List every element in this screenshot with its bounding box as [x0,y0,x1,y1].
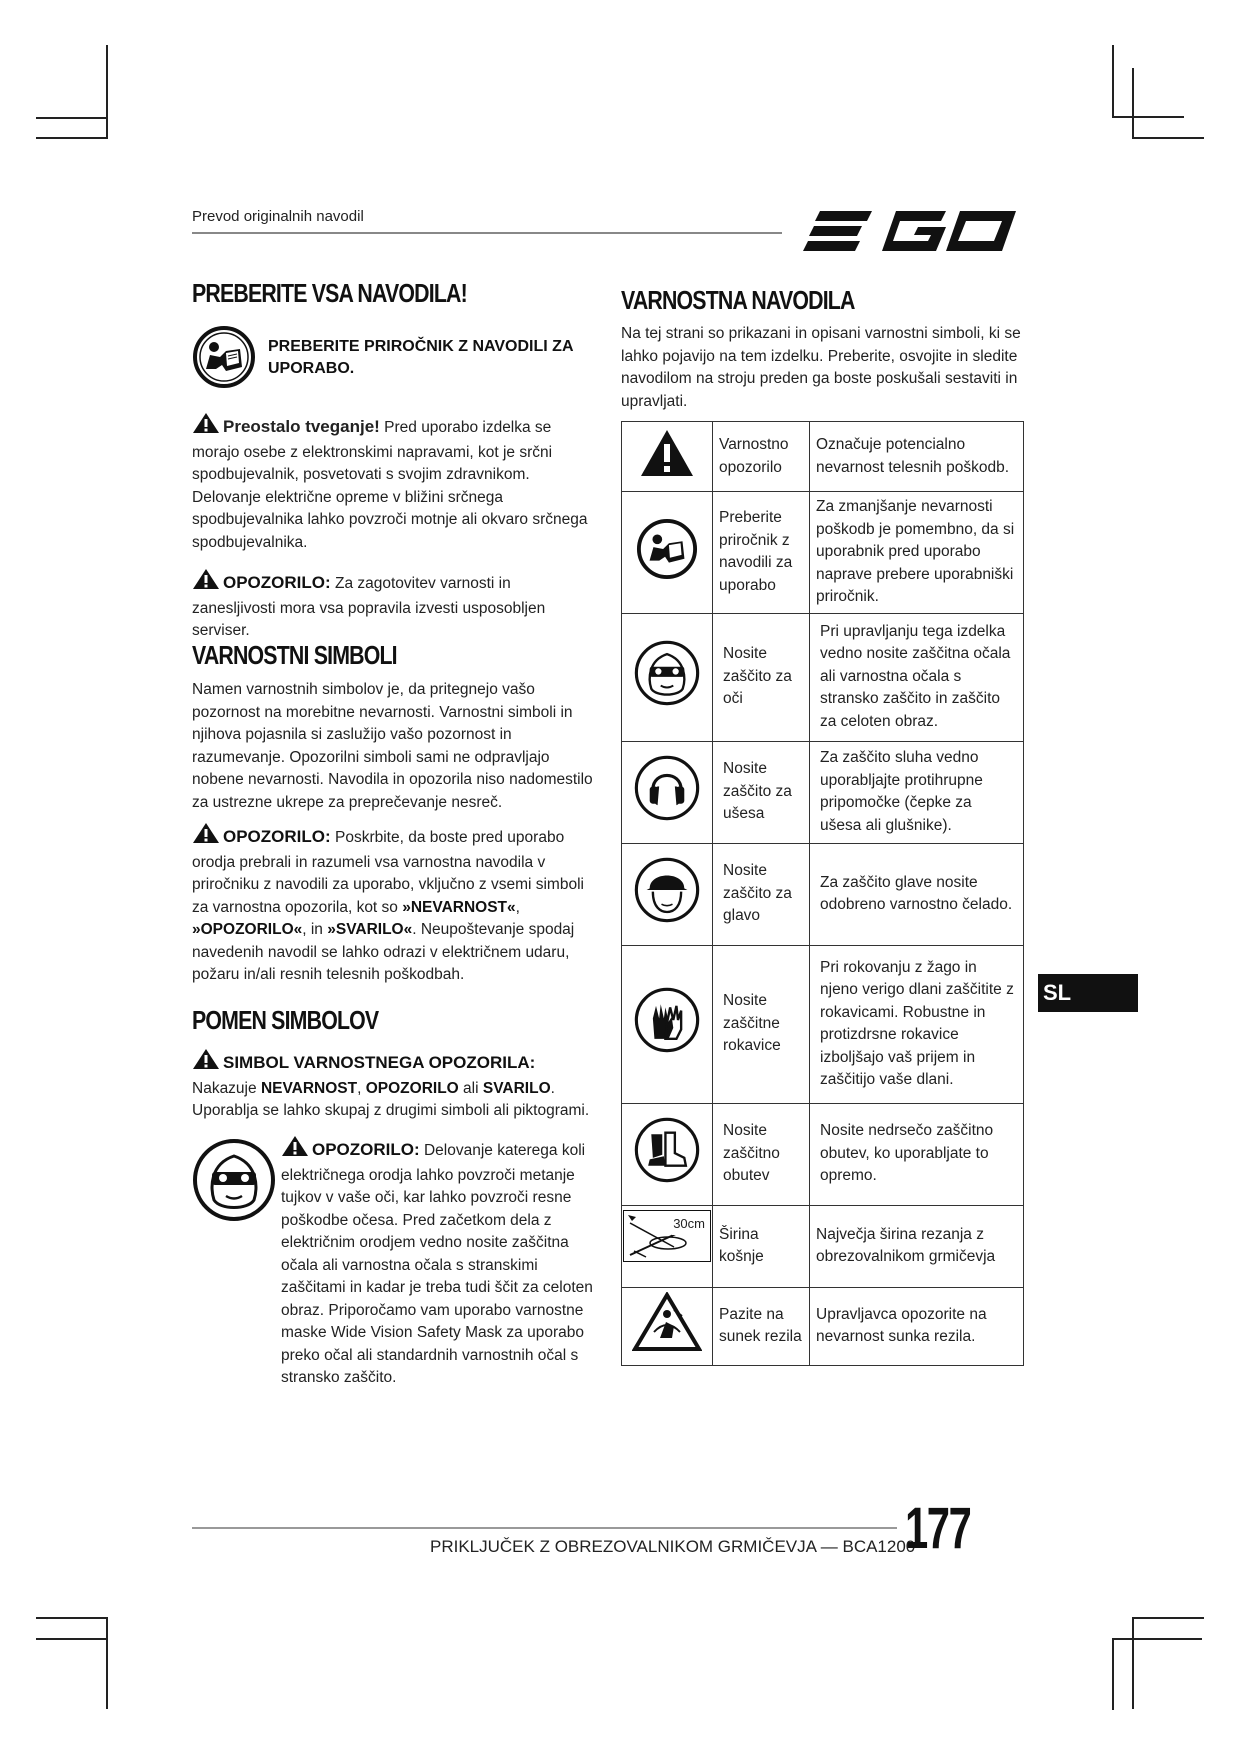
table-row [622,422,1024,492]
read-manual-icon [192,325,256,394]
symbol-cell [622,613,713,741]
warning-lead: OPOZORILO: [223,573,331,592]
warning-repairs [192,568,597,643]
table-row [622,1205,1024,1287]
logo-text: EGO [800,205,803,206]
symbol-name: Varnostno opozorilo [713,422,810,492]
cutting-width-icon [623,1210,711,1262]
symbol-description: Pri rokovanju z žago in njeno verigo dlani zaščitite z rokavicami. Robustne in protizdrsne rokavice izboljšajo vaš prijem in zaščitijo vaše dlani. [810,945,1024,1103]
symbol-name: Nosite zaščito za oči [713,613,810,741]
table-row [622,945,1024,1103]
symbol-description: Za zaščito sluha vedno uporabljajte protihrupne pripomočke (čepke za ušesa ali glušnike). [810,741,1024,843]
warning-repairs-text: Za zagotovitev varnosti in zanesljivosti mora vsa popravila izvesti usposobljen serviser. [192,575,546,639]
table-row [622,1103,1024,1205]
crop-mark [1112,116,1184,118]
term-warning: »OPOZORILO« [192,921,303,938]
symbol-cell [622,422,713,492]
separator: , in [302,921,323,938]
heading-symbol-meaning: POMEN SIMBOLOV [192,1005,379,1035]
read-manual-label: PREBERITE PRIROČNIK Z NAVODILI ZA UPORABO. [268,338,573,377]
cutting-width-label: 30cm [672,1213,706,1236]
symbol-name: Nosite zaščito za glavo [713,843,810,945]
heading-safety-instructions: VARNOSTNA NAVODILA [621,285,855,315]
crop-mark [1112,45,1114,117]
warning-triangle-icon [192,1048,220,1078]
warning-triangle-icon [639,465,695,482]
residual-risk-paragraph [192,412,592,554]
crop-mark [36,117,108,119]
table-row [622,613,1024,741]
eye-protection-icon [634,693,700,710]
warning-read-instructions [192,822,597,987]
symbol-cell [622,843,713,945]
crop-mark [36,137,108,139]
symbol-cell [622,741,713,843]
term-danger: »NEVARNOST« [402,898,516,916]
language-tab: SL [1038,974,1138,1012]
alert-lead: SIMBOL VARNOSTNEGA OPOZORILA: [223,1053,536,1072]
symbol-name: Nosite zaščito za ušesa [713,741,810,843]
symbol-cell [622,1287,713,1365]
warning-triangle-icon [281,1135,309,1165]
symbol-cell [622,1103,713,1205]
separator: , [515,898,520,916]
crop-mark [1112,1638,1202,1640]
crop-mark [106,1617,108,1709]
term-danger: NEVARNOST [260,1079,358,1097]
heading-read-all: PREBERITE VSA NAVODILA! [192,278,467,308]
symbol-name: Širina košnje [713,1205,810,1287]
crop-mark [36,1638,108,1640]
crop-mark [106,45,108,137]
warning-text: Poskrbite, da boste pred uporabo orodja prebrali in razumeli vsa varnostna navodila v priročniku z navodili za uporabo, vključno z vsemi simboli za varnostna opozorila, kot so [192,829,584,916]
crop-mark [1112,1638,1114,1710]
warning-triangle-icon [192,822,220,852]
crop-mark [1132,1617,1134,1709]
separator: ali [463,1079,479,1097]
symbol-description: Za zmanjšanje nevarnosti poškodb je pomembno, da si uporabnik pred uporabo naprave prebere uporabniški priročnik. [810,492,1024,614]
warning-lead: OPOZORILO: [312,1140,420,1159]
warning-eye-protection [281,1135,601,1390]
symbol-cell [622,492,713,614]
symbol-description: Označuje potencialno nevarnost telesnih poškodb. [810,422,1024,492]
symbol-description: Največja širina rezanja z obrezovalnikom grmičevja [810,1205,1024,1287]
page-number: 177 [905,1496,971,1561]
warning-triangle-icon [192,412,220,442]
heading-safety-symbols: VARNOSTNI SIMBOLI [192,640,397,670]
term-warning: OPOZORILO [365,1079,459,1097]
alert-text: . Uporablja se lahko skupaj z drugimi simboli ali piktogrami. [192,1079,590,1119]
symbol-description: Nosite nedrsečo zaščitno obutev, ko uporabljate to opremo. [810,1103,1024,1205]
alert-text: Nakazuje [192,1079,257,1097]
warning-eye-text: Delovanje katerega koli električnega orodja lahko povzroči metanje tujkov v vaše oči, kar lahko povzroči resne poškodbe očesa. Pred začetkom dela z električnim orodjem vedno nosite zaščitna očala ali varnostna očala s stranskimi zaščitami in kadar je treba tudi ščit za celoten obraz. Priporočamo vam uporabo varnostne maske Wide Vision Safety Mask za uporabo preko očal ali standardnih varnostnih očal s stransko zaščito. [281,1142,593,1386]
ear-protection-icon [634,808,700,825]
table-row [622,492,1024,614]
residual-risk-text: Pred uporabo izdelka se morajo osebe z elektronskimi napravami, kot je srčni spodbujevalnik, posvetovati s svojim zdravnikom. Delovanje električne opreme v bližini srčnega spodbujevalnika lahko povzroči motnje ali okvaro srčnega spodbujevalnika. [192,419,588,551]
symbol-description: Za zaščito glave nosite odobreno varnostno čelado. [810,843,1024,945]
footer-rule [192,1527,897,1529]
symbol-name: Nosite zaščitne rokavice [713,945,810,1103]
gloves-icon [634,1040,700,1057]
kickback-icon [632,1339,702,1356]
warning-lead: OPOZORILO: [223,827,331,846]
symbol-cell [622,945,713,1103]
eye-protection-icon [192,1138,276,1227]
symbol-description: Upravljavca opozorite na nevarnost sunka rezila. [810,1287,1024,1365]
separator: , [357,1079,362,1097]
safety-alert-symbol-paragraph [192,1048,597,1123]
table-row [622,1287,1024,1365]
header-title: Prevod originalnih navodil [192,208,364,225]
head-protection-icon [634,910,700,927]
read-manual-icon [636,567,698,584]
term-caution: SVARILO [482,1079,551,1097]
boots-icon [634,1170,700,1187]
warning-triangle-icon [192,568,220,598]
header-rule [192,232,782,234]
symbol-cell [622,1205,713,1287]
crop-mark [1132,1617,1204,1619]
table-row [622,741,1024,843]
symbol-name: Nosite zaščitno obutev [713,1103,810,1205]
residual-risk-lead: Preostalo tveganje! [223,417,380,436]
safety-instructions-intro: Na tej strani so prikazani in opisani varnostni simboli, ki se lahko pojavijo na tem izdelku. Preberite, osvojite in sledite navodilom na stroju preden ga boste poskušali sestaviti in upravljati. [621,325,1021,410]
warning-text: . Neupoštevanje spodaj navedenih navodil se lahko odrazi v električnem udaru, požaru in/ali resnih telesnih poškodbah. [192,921,575,983]
ego-logo [800,205,1022,262]
crop-mark [1132,137,1204,139]
symbol-name: Pazite na sunek rezila [713,1287,810,1365]
footer-title: PRIKLJUČEK Z OBREZOVALNIKOM GRMIČEVJA — BCA1200 [430,1537,916,1556]
symbol-name: Preberite priročnik z navodili za uporabo [713,492,810,614]
term-caution: »SVARILO« [327,921,413,938]
safety-symbols-table [621,421,1024,1366]
crop-mark [36,1617,108,1619]
symbol-description: Pri upravljanju tega izdelka vedno nosite zaščitna očala ali varnostna očala s stransko zaščito in zaščito za celoten obraz. [810,613,1024,741]
safety-symbols-paragraph: Namen varnostnih simbolov je, da pritegnejo vašo pozornost na morebitne nevarnosti. Varnostni simboli in njihova pojasnila si zaslužijo vašo pozornost in razumevanje. Opozorilni simboli sami ne odpravljajo nobene nevarnosti. Navodila in opozorila niso nadomestilo za ustrezne ukrepe za preprečevanje nesreč. [192,681,593,811]
table-row [622,843,1024,945]
crop-mark [1132,68,1134,138]
